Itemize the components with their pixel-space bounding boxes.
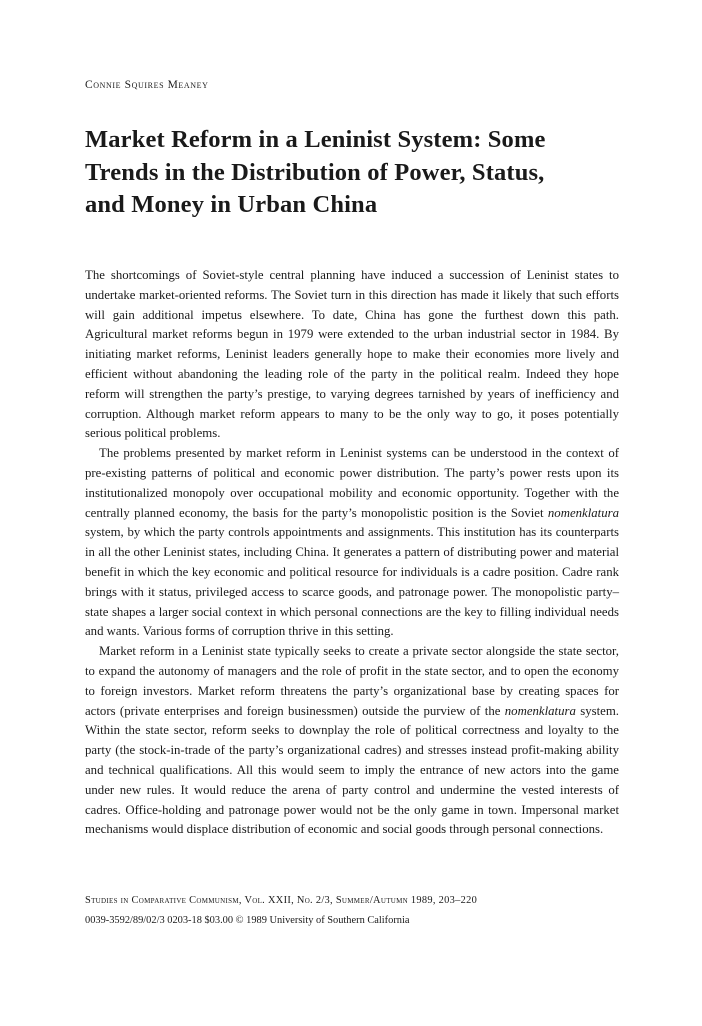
body-paragraph — [85, 266, 619, 444]
paragraph-text: The problems presented by market reform in Leninist systems can be understood in the context of pre-existing patterns of political and economic power distribution. The party’s power rests upon its institutionalized monopoly over occupational mobility and economic opportunity. Together with the centrally planned economy, the basis for the party’s monopolistic position is the Soviet — [85, 446, 619, 520]
paragraph-text: system. Within the state sector, reform seeks to downplay the role of political correctness and loyalty to the party (the stock-in-trade of the party’s organizational cadres) and stresses instead profit-making ability and technical qualifications. All this would seem to imply the entrance of new actors into the game under new rules. It would reduce the arena of party control and undermine the vested interests of cadres. Office-holding and patronage power would not be the only game in town. Impersonal market mechanisms would displace distribution of economic and social goods through personal connections. — [85, 703, 619, 837]
title-line: Trends in the Distribution of Power, Status, — [85, 158, 545, 186]
body-paragraph — [85, 642, 619, 840]
paragraph-text: The shortcomings of Soviet-style central planning have induced a succession of Leninist states to undertake market-oriented reforms. The Soviet turn in this direction has made it likely that such efforts will gain additional impetus elsewhere. To date, China has gone the furthest down this path. Agricultural market reforms begun in 1979 were extended to the urban industrial sector in 1984. By initiating market reforms, Leninist leaders generally hope to make their economies more lively and efficient without abandoning the leading role of the party in the political realm. Indeed they hope reform will strengthen the party’s prestige, to varying degrees tarnished by years of inefficiency and corruption. Although market reform appears to many to be the only way to go, it poses potentially serious political problems. — [85, 268, 619, 441]
paragraph-text: Market reform in a Leninist state typically seeks to create a private sector alongside the state sector, to expand the autonomy of managers and the role of profit in the state sector, and to open the economy to foreign investors. Market reform threatens the party’s organizational base by creating spaces for actors (private enterprises and foreign businessmen) outside the purview of the — [85, 644, 619, 718]
paragraph-text: system, by which the party controls appointments and assignments. This institution has its counterparts in all the other Leninist states, including China. It generates a pattern of distributing power and material benefit in which the key economic and political resource for individuals is a cadre position. Cadre rank brings with it status, privileged access to scarce goods, and patronage power. The monopolistic party–state shapes a larger social context in which personal connections are the key to filling individual needs and wants. Various forms of corruption thrive in this setting. — [85, 525, 619, 639]
article-title — [85, 124, 645, 222]
title-line: and Money in Urban China — [85, 191, 378, 218]
author-name: Connie Squires Meaney — [85, 79, 209, 91]
title-line: Market Reform in a Leninist System: Some — [85, 126, 546, 153]
italic-term: nomenklatura — [504, 703, 576, 718]
copyright-line: 0039-3592/89/02/3 0203-18 $03.00 © 1989 University of Southern California — [85, 915, 410, 926]
body-paragraph — [85, 444, 619, 642]
citation-footer — [85, 891, 619, 931]
italic-term: nomenklatura — [547, 505, 619, 520]
journal-citation: Studies in Comparative Communism, Vol. XXII, No. 2/3, Summer/Autumn 1989, 203–220 — [85, 895, 478, 906]
article-body — [85, 266, 619, 840]
